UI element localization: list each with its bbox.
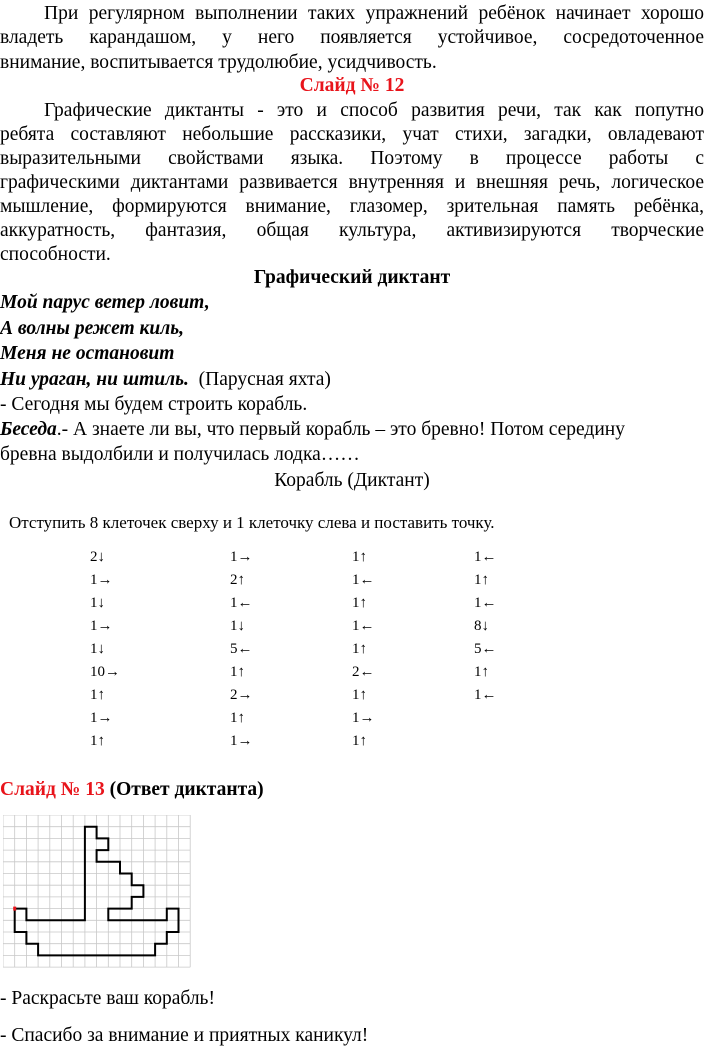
para2-line-2: ребята составляют небольшие рассказики, учат стихи, загадки, овладевают xyxy=(0,124,704,145)
closing-line-2: - Спасибо за внимание и приятных каникул! xyxy=(0,1025,369,1046)
para2-line-1: Графические диктанты - это и способ развития речи, так как попутно xyxy=(44,100,704,121)
col1-step: 1↑ xyxy=(90,687,105,703)
slide-13-note: (Ответ диктанта) xyxy=(109,779,264,800)
col1-step: 1↓ xyxy=(90,595,105,611)
col4-step: 8↓ xyxy=(474,618,489,634)
intro-line-1: При регулярном выполнении таких упражнений ребёнок начинает хорошо xyxy=(44,3,704,24)
conversation-row xyxy=(0,418,704,442)
ship-title: Корабль (Диктант) xyxy=(274,470,430,491)
conversation-label: Беседа xyxy=(0,419,57,440)
slide-13-title: Слайд № 13 xyxy=(0,779,105,800)
col1-step: 1↓ xyxy=(90,641,105,657)
col2-step: 2→ xyxy=(230,687,253,703)
col1-step: 1→ xyxy=(90,572,113,588)
col4-step: 1↑ xyxy=(474,664,489,680)
col1-step: 1→ xyxy=(90,710,113,726)
poem-line-3: Меня не остановит xyxy=(0,343,175,364)
col3-step: 1↑ xyxy=(352,641,367,657)
col2-step: 1↑ xyxy=(230,664,245,680)
col3-step: 1← xyxy=(352,618,375,634)
col4-step: 1← xyxy=(474,595,497,611)
poem-line-1: Мой парус ветер ловит, xyxy=(0,292,210,313)
poem-line-4: Ни ураган, ни штиль. xyxy=(0,369,189,390)
para2-line-3: выразительными свойствами языка. Поэтому в процессе работы с xyxy=(0,148,704,169)
col2-step: 1↑ xyxy=(230,710,245,726)
dictation-heading: Графический диктант xyxy=(253,267,451,288)
col2-step: 1← xyxy=(230,595,253,611)
intro-line-3: внимание, воспитывается трудолюбие, усидчивость. xyxy=(0,52,437,73)
col3-step: 1↑ xyxy=(352,687,367,703)
col3-step: 1↑ xyxy=(352,733,367,749)
para2-line-6: аккуратность, фантазия, общая культура, активизируются творческие xyxy=(0,220,704,241)
slide-13-row xyxy=(0,778,704,802)
para2-line-7: способности. xyxy=(0,244,111,265)
col3-step: 2← xyxy=(352,664,375,680)
col4-step: 1↑ xyxy=(474,572,489,588)
col2-step: 5← xyxy=(230,641,253,657)
col3-step: 1↑ xyxy=(352,595,367,611)
instruction: Отступить 8 клеточек сверху и 1 клеточку слева и поставить точку. xyxy=(9,513,495,532)
closing-line-1: - Раскрасьте ваш корабль! xyxy=(0,988,215,1009)
col2-step: 2↑ xyxy=(230,572,245,588)
para2-line-4: графическими диктантами развивается внутренняя и внешняя речь, логическое xyxy=(0,172,704,193)
poem-line-2: А волны режет киль, xyxy=(0,318,185,339)
col2-step: 1→ xyxy=(230,549,253,565)
today-line: - Сегодня мы будем строить корабль. xyxy=(0,394,308,415)
intro-line-2: владеть карандашом, у него появляется устойчивое, сосредоточенное xyxy=(0,27,704,48)
col4-step: 1← xyxy=(474,687,497,703)
dictation-table xyxy=(0,546,704,756)
conversation-line-2: бревна выдолбили и получилась лодка…… xyxy=(0,444,360,465)
poem-line-4-row xyxy=(0,368,704,392)
col3-step: 1← xyxy=(352,572,375,588)
col4-step: 1← xyxy=(474,549,497,565)
col1-step: 2↓ xyxy=(90,549,105,565)
col1-step: 1→ xyxy=(90,618,113,634)
col3-step: 1↑ xyxy=(352,549,367,565)
col3-step: 1→ xyxy=(352,710,375,726)
poem-answer: (Парусная яхта) xyxy=(198,369,331,390)
col4-step: 5← xyxy=(474,641,497,657)
col1-step: 10→ xyxy=(90,664,120,680)
start-point-mark xyxy=(13,907,16,911)
col2-step: 1→ xyxy=(230,733,253,749)
answer-grid xyxy=(3,815,191,970)
slide-12-title: Слайд № 12 xyxy=(299,75,405,96)
para2-line-5: мышление, формируются внимание, глазомер, зрительная память ребёнка, xyxy=(0,196,704,217)
col1-step: 1↑ xyxy=(90,733,105,749)
col2-step: 1↓ xyxy=(230,618,245,634)
conversation-text: .- А знаете ли вы, что первый корабль – это бревно! Потом середину xyxy=(56,419,625,440)
